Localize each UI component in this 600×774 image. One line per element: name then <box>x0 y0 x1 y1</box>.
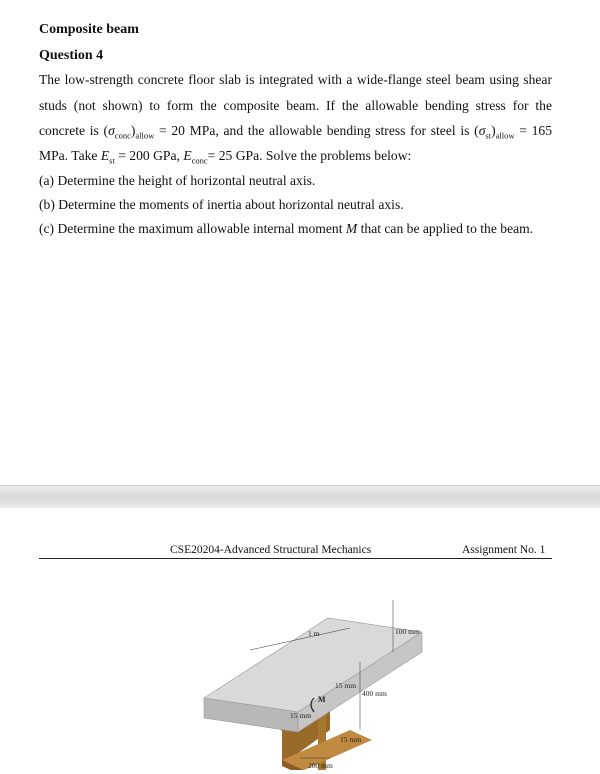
composite-beam-figure <box>190 580 430 770</box>
paragraph-line-4: MPa. Take $E_{st} = 200$ GPa, $E_{conc}= 25$ GPa. Solve the problems below: <box>39 148 412 166</box>
part-b: (b) Determine the moments of inertia about horizontal neutral axis. <box>39 197 404 212</box>
part-c: (c) Determine the maximum allowable internal moment M that can be applied to the beam. <box>39 221 534 236</box>
label-flange-width: 200 mm <box>308 761 333 770</box>
question-number: Question 4 <box>39 48 104 63</box>
page-separator <box>0 485 600 509</box>
label-slab-width: 1 m <box>308 629 320 638</box>
label-beam-depth: 400 mm <box>362 689 387 698</box>
course-header: CSE20204-Advanced Structural Mechanics <box>170 544 372 556</box>
label-web-thickness: 15 mm <box>335 681 357 690</box>
paragraph-line-2: studs (not shown) to form the composite beam. If the allowable bending stress for the <box>39 98 552 113</box>
label-bottom-flange: 15 mm <box>340 735 362 744</box>
label-slab-thickness: 100 mm <box>395 627 420 636</box>
assignment-header: Assignment No. 1 <box>462 544 546 556</box>
label-top-flange: 15 mm <box>290 711 312 720</box>
part-a: (a) Determine the height of horizontal neutral axis. <box>39 173 316 188</box>
heading: Composite beam <box>39 22 139 37</box>
paragraph-line-1: The low-strength concrete floor slab is integrated with a wide-flange steel beam using shear <box>39 72 552 87</box>
label-moment: M <box>318 695 326 704</box>
paragraph-line-3: concrete is $(\sigma_{conc})_{allow} = 20$ MPa, and the allowable bending stress for steel is $(\sigma_{st})_{allow} = 165$ <box>39 123 552 141</box>
header-rule <box>39 558 552 559</box>
page-2 <box>0 508 600 774</box>
